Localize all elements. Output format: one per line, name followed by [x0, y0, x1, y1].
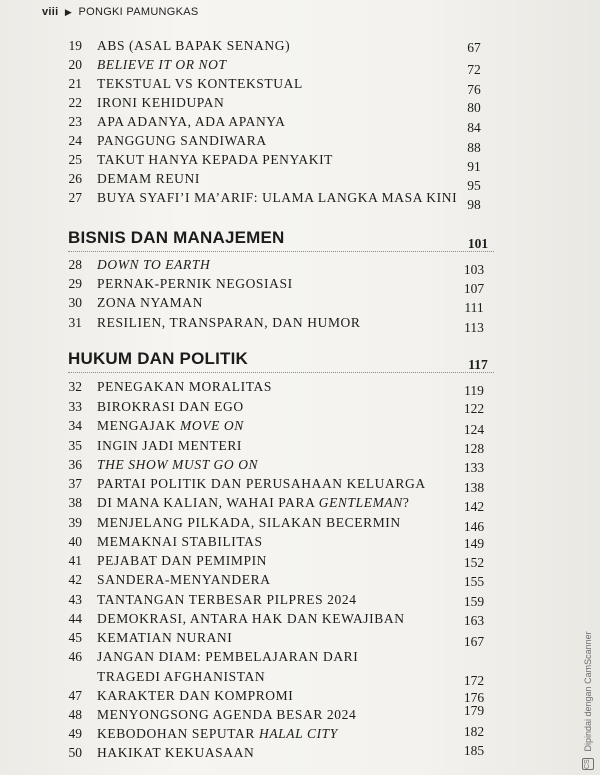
entry-number: 26: [68, 171, 82, 186]
toc-entry: [0, 293, 600, 313]
toc-entry: [0, 513, 600, 533]
entry-number: 25: [68, 152, 82, 167]
entry-title: TAKUT HANYA KEPADA PENYAKIT: [97, 152, 334, 167]
entry-page-number: 133: [463, 460, 485, 475]
toc-entry: [0, 169, 600, 193]
entry-title: APA ADANYA, ADA APANYA: [97, 114, 286, 129]
entry-page-number: 76: [467, 82, 481, 97]
entry-title: HAKIKAT KEKUASAAN: [97, 745, 255, 760]
entry-title: BUYA SYAFI’I MA’ARIF: ULAMA LANGKA MASA KINI: [97, 190, 458, 205]
entry-title: [97, 726, 338, 742]
entry-title: DEMAM REUNI: [97, 171, 200, 186]
toc-entry: [0, 131, 600, 155]
toc-entry: [0, 551, 600, 571]
entry-number: 30: [68, 295, 82, 310]
toc-entry: [0, 188, 600, 212]
entry-page-number: 128: [463, 441, 485, 456]
section-divider: [68, 251, 494, 252]
entry-page-number: 111: [464, 300, 484, 315]
entry-number: 44: [68, 611, 82, 626]
toc-entry: [0, 590, 600, 610]
entry-page-number: 152: [463, 555, 485, 570]
entry-number: 40: [68, 534, 82, 549]
entry-page-number: 138: [463, 480, 485, 495]
toc-entry: [0, 474, 600, 494]
entry-number: 22: [68, 95, 82, 110]
entry-number: 24: [68, 133, 82, 148]
entry-number: 38: [68, 495, 82, 510]
entry-title: TANTANGAN TERBESAR PILPRES 2024: [97, 592, 357, 607]
entry-number: 34: [68, 418, 82, 433]
entry-title-italic: GENTLEMAN: [318, 495, 403, 510]
entry-page-number: 159: [463, 594, 485, 609]
toc-entry: [0, 455, 600, 475]
entry-number: 29: [68, 276, 82, 291]
entry-number: 37: [68, 476, 82, 491]
toc-entry: [0, 93, 600, 113]
section-heading: HUKUM DAN POLITIK: [68, 349, 248, 368]
entry-number: 20: [68, 57, 82, 72]
entry-number: 27: [68, 190, 82, 205]
entry-title: ZONA NYAMAN: [97, 295, 203, 310]
toc-entry: [0, 150, 600, 174]
watermark-text: Dipindai dengan CamScanner: [583, 631, 593, 752]
toc-entry: [0, 55, 600, 75]
entry-title: MENYONGSONG AGENDA BESAR 2024: [97, 707, 357, 722]
entry-page-number: 84: [467, 120, 481, 135]
entry-title: KARAKTER DAN KOMPROMI: [97, 688, 294, 703]
entry-title: KEMATIAN NURANI: [97, 630, 233, 645]
entry-page-number: 124: [463, 422, 485, 437]
entry-page-number: 107: [463, 281, 485, 296]
toc-entry: [0, 493, 600, 513]
entry-number: 47: [68, 688, 82, 703]
entry-page-number: 172: [463, 673, 485, 688]
entry-page-number: 149: [463, 536, 485, 551]
entry-number: 42: [68, 572, 82, 587]
entry-title: JANGAN DIAM: PEMBELAJARAN DARI: [97, 649, 359, 664]
entry-number: 43: [68, 592, 82, 607]
entry-number: 50: [68, 745, 82, 760]
entry-title: PENEGAKAN MORALITAS: [97, 379, 272, 394]
entry-title: TRAGEDI AFGHANISTAN: [97, 669, 266, 684]
entry-title: TEKSTUAL VS KONTEKSTUAL: [97, 76, 303, 91]
toc-entry: [0, 36, 600, 56]
entry-page-number: 95: [467, 178, 481, 193]
entry-title-part: MENGAJAK: [97, 418, 181, 433]
entry-page-number: 176: [463, 690, 485, 705]
section-divider: [68, 372, 494, 373]
entry-title: PEJABAT DAN PEMIMPIN: [97, 553, 268, 568]
entry-title-part: ?: [402, 495, 410, 510]
entry-title: DOWN TO EARTH: [97, 257, 211, 272]
entry-page-number: 182: [463, 724, 485, 739]
entry-number: 35: [68, 438, 82, 453]
toc-entry: [0, 705, 600, 725]
entry-title: RESILIEN, TRANSPARAN, DAN HUMOR: [97, 315, 361, 330]
entry-title-part: KEBODOHAN SEPUTAR: [97, 726, 259, 741]
entry-page-number: 122: [463, 401, 485, 416]
toc-entry: [0, 397, 600, 417]
entry-title: ABS (ASAL BAPAK SENANG): [97, 38, 291, 53]
entry-number: 39: [68, 515, 82, 530]
entry-page-number: 103: [463, 262, 485, 277]
toc-entry: [0, 377, 600, 397]
entry-number: 45: [68, 630, 82, 645]
entry-title: PERNAK-PERNIK NEGOSIASI: [97, 276, 293, 291]
toc-entry: [0, 686, 600, 706]
section-page-number: 101: [467, 236, 489, 251]
camscanner-icon: CS: [582, 758, 594, 770]
entry-number: 48: [68, 707, 82, 722]
toc-entry: [0, 667, 600, 687]
header-page-number: viii: [42, 6, 59, 18]
entry-title-part: DI MANA KALIAN, WAHAI PARA: [97, 495, 319, 510]
entry-number: 41: [68, 553, 82, 568]
entry-page-number: 142: [463, 499, 485, 514]
entry-number: 46: [68, 649, 82, 664]
entry-page-number: 72: [467, 62, 481, 77]
entry-number: 32: [68, 379, 82, 394]
entry-title: [97, 418, 244, 434]
entry-title: BELIEVE IT OR NOT: [97, 57, 227, 72]
entry-page-number: 163: [463, 613, 485, 628]
entry-number: 28: [68, 257, 82, 272]
section-heading: BISNIS DAN MANAJEMEN: [68, 228, 285, 247]
header-arrow-icon: ▶: [64, 7, 73, 17]
entry-page-number: 88: [467, 140, 481, 155]
entry-title: PANGGUNG SANDIWARA: [97, 133, 267, 148]
toc-entry: [0, 416, 600, 436]
entry-page-number: 179: [463, 703, 485, 718]
toc-entry: [0, 255, 600, 275]
entry-title-italic: HALAL CITY: [258, 726, 338, 741]
header-author: PONGKI PAMUNGKAS: [78, 6, 199, 18]
entry-page-number: 119: [464, 383, 484, 398]
entry-page-number: 185: [463, 743, 485, 758]
entry-number: 31: [68, 315, 82, 330]
entry-page-number: 146: [463, 519, 485, 534]
entry-title: IRONI KEHIDUPAN: [97, 95, 225, 110]
entry-page-number: 113: [464, 320, 484, 335]
entry-title: BIROKRASI DAN EGO: [97, 399, 244, 414]
toc-entry: [0, 313, 600, 333]
entry-title: DEMOKRASI, ANTARA HAK DAN KEWAJIBAN: [97, 611, 405, 626]
entry-page-number: 98: [467, 197, 481, 212]
toc-entry: [0, 274, 600, 294]
toc-entry: [0, 532, 600, 552]
entry-title: SANDERA-MENYANDERA: [97, 572, 271, 587]
entry-number: 21: [68, 76, 82, 91]
entry-title: [97, 495, 409, 511]
running-header: [42, 6, 199, 18]
toc-entry: [0, 609, 600, 629]
section-page-number: 117: [468, 357, 488, 372]
entry-page-number: 91: [467, 159, 481, 174]
scanner-watermark: [582, 520, 596, 770]
toc-entry: [0, 743, 600, 763]
entry-page-number: 67: [467, 40, 481, 55]
toc-entry: [0, 647, 600, 667]
entry-page-number: 167: [463, 634, 485, 649]
entry-title-italic: MOVE ON: [180, 418, 244, 433]
toc-entry: [0, 724, 600, 744]
toc-entry: [0, 74, 600, 97]
toc-entry: [0, 628, 600, 648]
entry-title: MEMAKNAI STABILITAS: [97, 534, 263, 549]
entry-number: 23: [68, 114, 82, 129]
entry-page-number: 80: [467, 100, 481, 115]
entry-number: 49: [68, 726, 82, 741]
entry-number: 33: [68, 399, 82, 414]
entry-title: PARTAI POLITIK DAN PERUSAHAAN KELUARGA: [97, 476, 426, 491]
toc-entry: [0, 436, 600, 456]
entry-number: 19: [68, 38, 82, 53]
entry-title: THE SHOW MUST GO ON: [97, 457, 259, 472]
entry-number: 36: [68, 457, 82, 472]
entry-page-number: 155: [463, 574, 485, 589]
toc-entry: [0, 570, 600, 590]
entry-title: INGIN JADI MENTERI: [97, 438, 243, 453]
toc-entry: [0, 112, 600, 135]
entry-title: MENJELANG PILKADA, SILAKAN BECERMIN: [97, 515, 401, 530]
